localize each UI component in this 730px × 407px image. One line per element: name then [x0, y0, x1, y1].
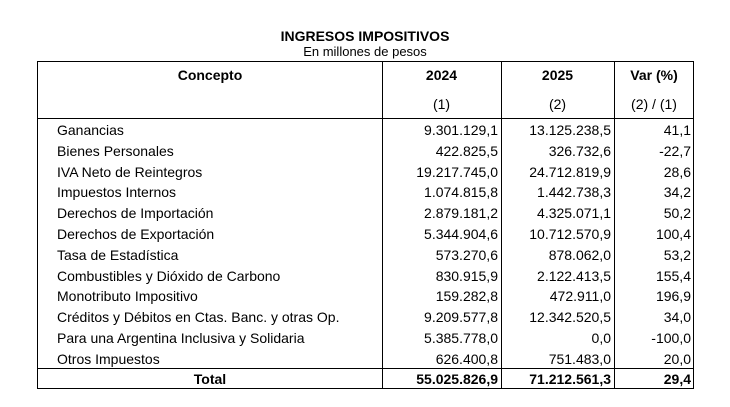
table-subtitle: En millones de pesos	[303, 44, 427, 59]
row-concepto: Derechos de Exportación	[57, 226, 215, 242]
row-value-2025: 13.125.238,5	[529, 122, 611, 138]
total-label: Total	[193, 371, 227, 387]
row-concepto: Combustibles y Dióxido de Carbono	[57, 267, 281, 284]
row-value-2024: 830.915,9	[435, 267, 498, 284]
row-value-2025: 12.342.520,5	[529, 309, 611, 326]
header-2025: 2025	[541, 67, 574, 83]
row-concepto: Otros Impuestos	[57, 350, 160, 367]
row-value-var: 53,2	[663, 246, 691, 263]
total-2025: 71.212.561,3	[529, 371, 611, 387]
header-divider	[38, 118, 693, 119]
row-concepto: Bienes Personales	[57, 142, 174, 159]
row-value-2024: 9.209.577,8	[424, 309, 498, 326]
row-value-var: 20,0	[663, 350, 691, 367]
row-value-var: 34,0	[663, 309, 691, 326]
row-value-2024: 2.879.181,2	[424, 205, 498, 222]
row-value-2025: 1.442.738,3	[537, 184, 611, 201]
row-value-var: 196,9	[655, 288, 691, 305]
table-title: INGRESOS IMPOSITIVOS	[280, 28, 450, 44]
row-value-2024: 5.344.904,6	[424, 226, 498, 242]
row-concepto: Créditos y Débitos en Ctas. Banc. y otras Op.	[57, 309, 340, 326]
row-concepto: Monotributo Impositivo	[57, 288, 198, 305]
header-concepto: Concepto	[177, 67, 243, 83]
row-value-2025: 751.483,0	[548, 350, 611, 367]
row-value-2024: 573.270,6	[435, 246, 498, 263]
row-value-2025: 24.712.819,9	[529, 163, 611, 180]
row-concepto: Para una Argentina Inclusiva y Solidaria	[57, 330, 305, 346]
row-value-var: -100,0	[651, 330, 691, 346]
row-value-2024: 626.400,8	[435, 350, 498, 367]
row-value-2025: 0,0	[591, 330, 611, 346]
row-value-var: 34,2	[663, 184, 691, 201]
row-value-2025: 878.062,0	[548, 246, 611, 263]
header-var: Var (%)	[630, 67, 678, 83]
subheader-2025: (2)	[548, 96, 567, 112]
row-value-2025: 472.911,0	[549, 288, 611, 305]
row-concepto: Ganancias	[57, 122, 124, 138]
row-concepto: Tasa de Estadística	[57, 246, 179, 263]
row-concepto: Derechos de Importación	[57, 205, 214, 222]
row-value-2025: 326.732,6	[548, 142, 611, 159]
row-value-var: 28,6	[663, 163, 691, 180]
total-divider	[38, 368, 693, 369]
row-value-2024: 9.301.129,1	[424, 122, 498, 138]
row-value-2024: 422.825,5	[435, 142, 498, 159]
row-concepto: IVA Neto de Reintegros	[57, 163, 203, 180]
row-value-2025: 10.712.570,9	[529, 226, 611, 242]
row-value-2024: 159.282,8	[435, 288, 498, 305]
row-value-2024: 1.074.815,8	[424, 184, 498, 201]
row-value-var: 50,2	[663, 205, 691, 222]
total-var: 29,4	[663, 371, 691, 387]
row-value-2024: 19.217.745,0	[416, 163, 498, 180]
row-value-var: -22,7	[659, 142, 691, 159]
row-value-2025: 2.122.413,5	[537, 267, 611, 284]
row-value-var: 100,4	[655, 226, 691, 242]
header-2024: 2024	[425, 67, 458, 83]
row-value-2024: 5.385.778,0	[424, 330, 498, 346]
row-concepto: Impuestos Internos	[57, 184, 177, 201]
row-value-var: 155,4	[655, 267, 691, 284]
total-2024: 55.025.826,9	[416, 371, 498, 387]
subheader-2024: (1)	[432, 96, 451, 112]
row-value-var: 41,1	[663, 122, 691, 138]
subheader-var: (2) / (1)	[631, 96, 677, 112]
row-value-2025: 4.325.071,1	[537, 205, 611, 222]
tax-revenue-table	[37, 61, 694, 389]
